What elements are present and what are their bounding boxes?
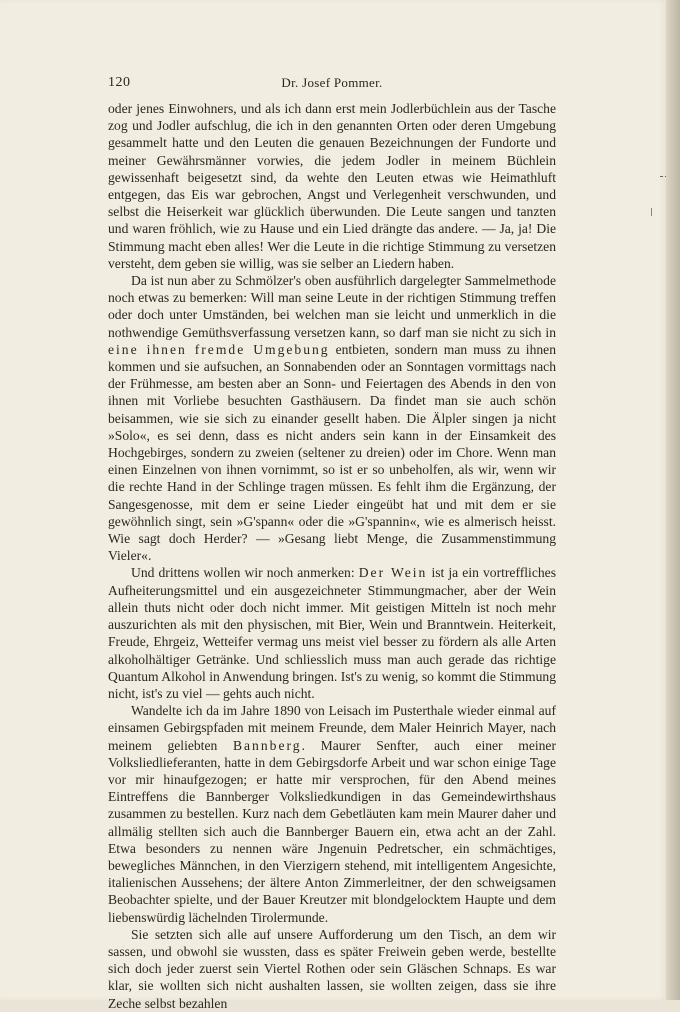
paragraph-3-text-a: Und drittens wollen wir noch anmerken: [131,565,355,581]
page-number: 120 [108,75,131,90]
spaced-emphasis: Der Wein [358,565,428,581]
margin-tick [651,208,652,216]
paragraph-2-text-a: Da ist nun aber zu Schmölzer's oben ausführlich dargelegter Sammelmethode noch etwas zu bemerken: Will man seine Leute in der richtigen Stimmung treffen oder doch unter Umständen, bei welchen man sie leicht und unmerklich in die nothwendige Gemüthsverfassung versetzen kann, so darf man sie nicht zu sich in [108,273,556,340]
paragraph-4-text-a: Wandelte ich da im Jahre 1890 von Leisach im Pusterthale wieder einmal auf einsamen Gebirgspfaden mit meinem Freunde, dem Maler Heinrich Mayer, nach meinem geliebten [108,703,556,753]
paragraph-2 [108,272,556,564]
paragraph-4 [108,702,556,926]
running-title: Dr. Josef Pommer. [281,75,383,90]
paragraph-3 [108,564,556,702]
paragraph-2-text-b: entbieten, sondern man muss zu ihnen kommen und sie aufsuchen, an Sonnabenden oder an Sonntagen vormittags nach der Frühmesse, am besten aber an Sonn- und Feiertagen des Abends in den von ihnen mit Vorliebe besuchten Gasthäusern. Da findet man sie auch schön beisammen, wie sie sich zu einander gesellt haben. Die Älpler singen ja nicht »Solo«, es sei denn, dass es nicht anders sein kann in der Einsamkeit des Hochgebirges, sondern zu zweien (seltener zu dreien) oder im Chore. Wenn man einen Einzelnen von ihnen vornimmt, so ist er so unbeholfen, als wir, wenn wir die rechte Hand in der Schlinge tragen müssen. Es fehlt ihm die Ergänzung, der Sangesgenosse, mit dem er seine Lieder eingeübt hat und mit dem er sie gewöhnlich singt, sein »G'spann« oder die »G'spannin«, wie es almerisch heisst. Wie sagt doch Herder? — »Gesang liebt Menge, die Zusammenstimmung Vieler«. [108,341,557,564]
paragraph-4-text-b: . Maurer Senfter, auch einer meiner Volksliedlieferanten, hatte in dem Gebirgsdorfe Arbeit und war schon einige Tage vor mir hinaufgezogen; er hatte mir versprochen, für den Abend meines Eintreffens die Bannberger Volksliedkundigen in das Gemeindewirthshaus zusammen zu bestellen. Kurz nach dem Gebetläuten kam mein Maurer daher und allmälig stellten sich auch die Bannberger Bauern ein, etwa acht an der Zahl. Etwa besonders zu nennen wäre Jngenuin Pedretscher, ein schmächtiges, bewegliches Männchen, in den Vierzigern stehend, mit intelligentem Angesichte, italienischen Aussehens; der ältere Anton Zimmerleitner, der den schweigsamen Beobachter spielte, und der Bauer Kreutzer mit blondgelocktem Haupte und dem liebenswürdig lächelnden Tirolermunde. [108,737,556,925]
spaced-emphasis: Bannberg [232,737,302,753]
page-edge [666,0,680,1000]
paragraph-3-text-b: ist ja ein vortreffliches Aufheiterungsmittel und ein ausgezeichneter Stimmungmacher, aber der Wein allein thuts nicht oder doch nicht immer. Mit geistigen Mitteln ist noch mehr auszurichten als mit den physischen, mit Bier, Wein und Branntwein. Heiterkeit, Freude, Ehrgeiz, Wetteifer vermag uns meist viel besser zu fördern als alle Arten alkoholhältiger Getränke. Und schliesslich muss man auch gerade das richtige Quantum Alkohol in Anwendung bringen. Ist's zu wenig, so kommt die Stimmung nicht, ist's zu viel — gehts auch nicht. [108,565,556,701]
paragraph-1: oder jenes Einwohners, und als ich dann erst mein Jodlerbüchlein aus der Tasche zog und Jodler aufschlug, die ich in den genannten Orten oder deren Umgebung gesammelt hatte und den Leuten die genauen Bezeichnungen der Fundorte und meiner Gewährsmänner vorwies, die jedem Jodler in meinem Büchlein gewissenhaft beigesetzt sind, da wehte den Leuten etwas wie Heimathluft entgegen, das Eis war gebrochen, Angst und Verlegenheit verschwunden, und selbst die Heiserkeit war glücklich überwunden. Die Leute sangen und tanzten und waren fröhlich, wie zu Hause und ein Lied drängte das andere. — Ja, ja! Die Stimmung macht eben alles! Wer die Leute in die richtige Stimmung zu versetzen versteht, dem geben sie willig, was sie selber an Liedern haben. [108,101,556,271]
paragraph-5: Sie setzten sich alle auf unsere Aufforderung um den Tisch, an dem wir sassen, und obwohl sie wussten, dass es später Freiwein geben werde, bestellte sich doch jeder zuerst sein Viertel Rothen oder sein Gläschen Schnaps. Es war klar, sie wollten sich nicht aushalten lassen, sie wollten zeigen, dass sie ihre Zeche selbst bezahlen [108,926,556,1011]
spaced-emphasis: eine ihnen fremde Umgebung [108,341,330,357]
page-header [108,73,556,95]
body-text [108,100,556,1012]
